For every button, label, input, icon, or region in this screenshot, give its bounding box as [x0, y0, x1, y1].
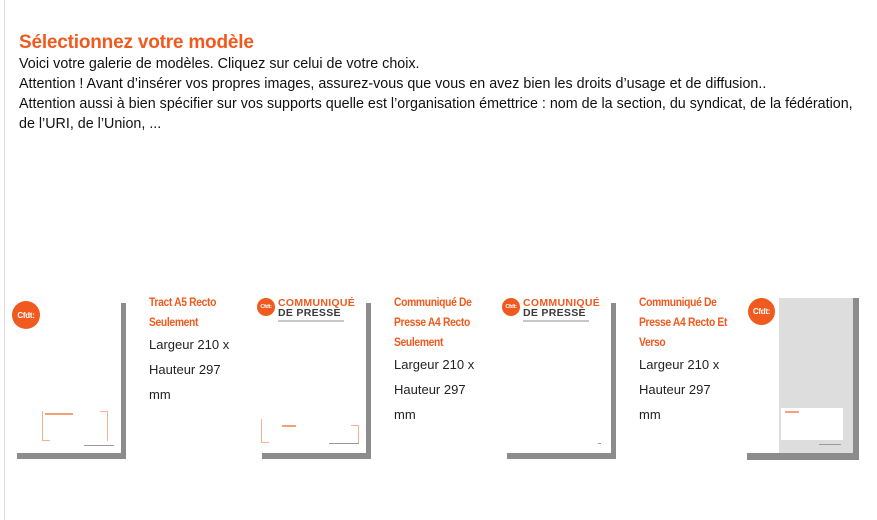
banner-subtitle-line [278, 320, 344, 322]
template-meta-communique-a4-recto-verso [639, 292, 734, 427]
template-thumbnail-4[interactable] [779, 298, 853, 453]
intro-section [19, 32, 869, 134]
template-thumbnail-tract-a5[interactable] [12, 297, 121, 453]
intro-text-gallery: Voici votre galerie de modèles. Cliquez sur celui de votre choix. [19, 56, 420, 72]
template-thumbnail-communique-a4-recto-verso[interactable] [502, 297, 611, 453]
template-dimensions: Largeur 210 x Hauteur 297 mm [639, 357, 720, 422]
template-dimensions: Largeur 210 x Hauteur 297 mm [394, 357, 475, 422]
template-name[interactable]: Communiqué De Presse A4 Recto Et Verso [639, 295, 728, 349]
communique-banner: COMMUNIQUÉ DE PRESSE [278, 297, 356, 319]
communique-banner: COMMUNIQUÉ DE PRESSE [523, 297, 601, 319]
thumbnail-frame-right [100, 411, 108, 441]
intro-text-rights-warning: Attention ! Avant d’insérer vos propres images, assurez-vous que vous en avez bien les droits d’usage et de diffusion.. [19, 76, 767, 92]
thumbnail-footer-line [598, 443, 601, 444]
template-meta-communique-a4-recto [394, 292, 489, 427]
left-border [4, 0, 5, 520]
thumbnail-footer-line [819, 444, 841, 445]
template-meta-tract-a5 [149, 292, 244, 407]
thumbnail-frame-right [351, 425, 359, 443]
thumbnail-frame-left [42, 411, 50, 441]
template-thumbnail-communique-a4-recto[interactable] [257, 297, 366, 453]
intro-text-organisation-warning: Attention aussi à bien spécifier sur vos supports quelle est l’organisation émettrice : nom de la section, du syndicat, de la fédération, de l’URI, de l’Union, ... [19, 96, 853, 132]
cfdt-logo-icon: Cfdt: [748, 298, 775, 325]
cfdt-logo-icon: Cfdt: [257, 298, 275, 316]
template-name[interactable]: Tract A5 Recto Seulement [149, 295, 217, 329]
banner-subtitle-line [523, 320, 589, 322]
page-title: Sélectionnez votre modèle [19, 32, 254, 53]
thumbnail-text-box [781, 408, 843, 440]
thumbnail-footer-line [329, 443, 359, 444]
thumbnail-frame-left [261, 419, 269, 443]
template-dimensions: Largeur 210 x Hauteur 297 mm [149, 337, 230, 402]
template-name[interactable]: Communiqué De Presse A4 Recto Seulement [394, 295, 472, 349]
thumbnail-shadow [747, 453, 859, 460]
cfdt-logo-icon: Cfdt: [502, 298, 520, 316]
thumbnail-heading-line [785, 411, 799, 413]
cfdt-logo-icon: Cfdt: [12, 301, 40, 329]
thumbnail-footer-line [84, 445, 114, 446]
thumbnail-heading-line [282, 425, 296, 427]
thumbnail-shadow-side [853, 298, 859, 460]
